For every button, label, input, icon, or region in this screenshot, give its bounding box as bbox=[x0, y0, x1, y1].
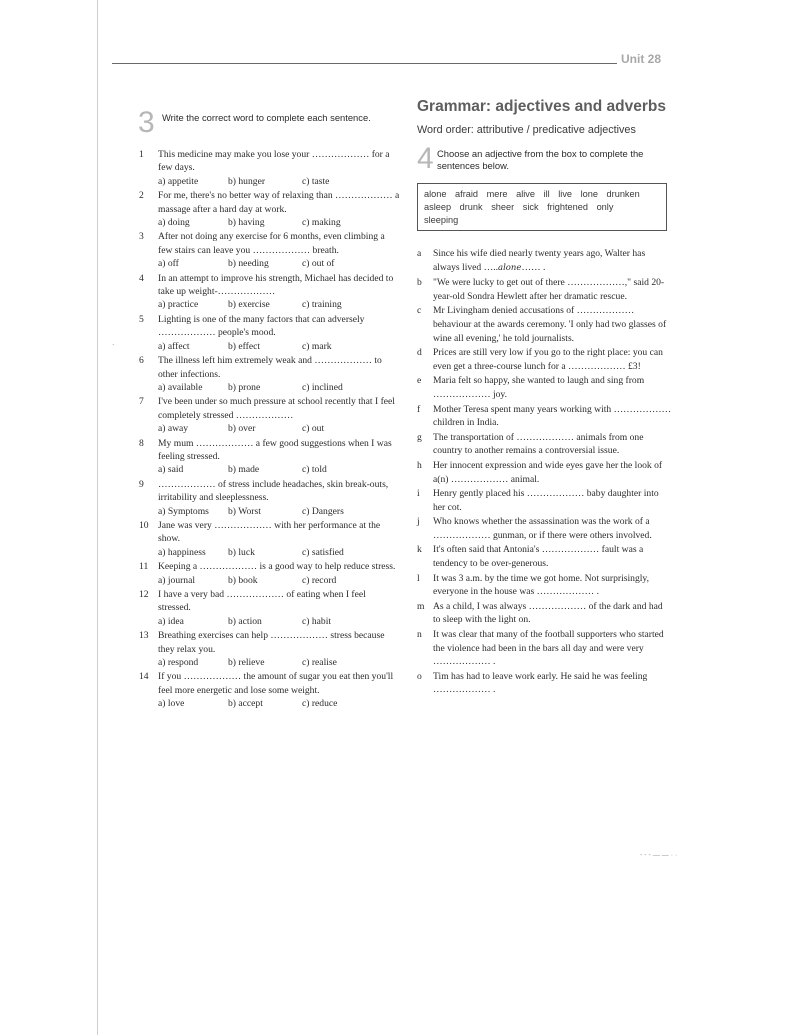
answer-options bbox=[158, 257, 400, 270]
answer-option: a) doing bbox=[158, 217, 190, 229]
sentence-text: Who knows whether the assassination was the work of a ……………… gunman, or if there were others involved. bbox=[433, 516, 652, 541]
answer-options bbox=[158, 697, 400, 710]
answer-option: a) love bbox=[158, 698, 185, 710]
box-word: ill bbox=[543, 189, 550, 199]
question-number: 14 bbox=[139, 671, 149, 683]
sentence-item bbox=[417, 304, 672, 345]
answer-option: b) prone bbox=[228, 381, 261, 393]
sentence-text: It's often said that Antonia's ……………… fault was a tendency to be over-generous. bbox=[433, 544, 644, 570]
sentence-item bbox=[417, 374, 672, 401]
question-text: Breathing exercises can help ……………… stress because they relax you. bbox=[158, 630, 385, 655]
question-number: 4 bbox=[139, 272, 144, 284]
sentence-letter: i bbox=[417, 488, 420, 500]
answer-option: c) habit bbox=[302, 615, 332, 627]
sentence-item bbox=[417, 487, 672, 514]
box-word: sleeping bbox=[424, 215, 459, 225]
question-number: 9 bbox=[139, 478, 144, 490]
exercise-instruction: Write the correct word to complete each sentence. bbox=[162, 112, 371, 123]
answer-option: b) book bbox=[228, 574, 258, 586]
question-item bbox=[138, 588, 400, 628]
sentence-text: "We were lucky to get out of there ………………," said 20-year-old Sondra Hewlett after her dramatic rescue. bbox=[433, 277, 665, 302]
question-item bbox=[138, 519, 400, 559]
handwritten-answer: alone bbox=[498, 262, 522, 273]
sentence-item bbox=[417, 600, 672, 627]
sentence-letter: k bbox=[417, 544, 422, 556]
sentence-item bbox=[417, 628, 672, 669]
sentence-letter: b bbox=[417, 277, 422, 289]
sentence-item bbox=[417, 247, 672, 275]
question-number: 11 bbox=[139, 561, 149, 573]
answer-option: a) available bbox=[158, 381, 203, 393]
sentence-item bbox=[417, 346, 672, 373]
question-number: 10 bbox=[139, 519, 149, 531]
answer-option: c) told bbox=[302, 464, 327, 476]
sentence-text: Maria felt so happy, she wanted to laugh and sing from ……………… joy. bbox=[433, 375, 645, 400]
sentence-item bbox=[417, 543, 672, 570]
answer-option: b) effect bbox=[228, 340, 261, 352]
answer-option: a) happiness bbox=[158, 546, 206, 558]
unit-label: Unit 28 bbox=[621, 52, 662, 66]
section-subtitle: Word order: attributive / predicative adjectives bbox=[417, 124, 636, 136]
answer-option: a) affect bbox=[158, 340, 190, 352]
answer-option: a) off bbox=[158, 258, 179, 270]
footer-mark: - - - — — · · bbox=[640, 852, 678, 859]
sentence-text: Prices are still very low if you go to the right place: you can even get a three-course lunch for a ……………… £3! bbox=[433, 347, 663, 372]
grammar-section bbox=[417, 98, 672, 698]
answer-option: c) mark bbox=[302, 340, 332, 352]
exercise-3 bbox=[138, 106, 400, 712]
box-word: only bbox=[596, 202, 614, 212]
question-text: I've been under so much pressure at school recently that I feel completely stressed ……………… bbox=[158, 396, 395, 421]
answer-options bbox=[158, 381, 400, 394]
answer-option: c) out bbox=[302, 423, 325, 435]
sentence-text: As a child, I was always ……………… of the dark and had to sleep with the light on. bbox=[433, 600, 663, 626]
question-number: 13 bbox=[139, 630, 149, 642]
answer-option: a) said bbox=[158, 464, 184, 476]
sentence-item bbox=[417, 403, 672, 430]
sentence-item bbox=[417, 515, 672, 542]
sentence-item bbox=[417, 459, 672, 486]
question-text: If you ……………… the amount of sugar you eat then you'll feel more energetic and lose some weight. bbox=[158, 671, 394, 696]
sentence-text bbox=[433, 247, 672, 275]
question-text: Lighting is one of the many factors that can adversely ……………… people's mood. bbox=[158, 313, 365, 339]
sentence-text: Henry gently placed his ……………… baby daughter into her cot. bbox=[433, 488, 659, 513]
box-word: sick bbox=[522, 202, 539, 212]
answer-option: b) luck bbox=[228, 546, 255, 558]
question-text: Jane was very ……………… with her performance at the show. bbox=[158, 519, 381, 545]
margin-mark: · bbox=[112, 341, 115, 349]
question-item bbox=[138, 272, 400, 312]
answer-options bbox=[158, 615, 400, 628]
sentence-letter: l bbox=[417, 572, 420, 584]
sentence-letter: a bbox=[417, 248, 422, 259]
sentence-item bbox=[417, 572, 672, 599]
answer-option: c) record bbox=[302, 574, 337, 586]
question-item bbox=[138, 395, 400, 435]
question-item bbox=[138, 670, 400, 710]
question-number: 7 bbox=[139, 396, 144, 408]
question-text: This medicine may make you lose your ……………… for a few days. bbox=[158, 149, 390, 174]
answer-option: b) action bbox=[228, 615, 262, 627]
exercise-instruction: Choose an adjective from the box to complete the sentences below. bbox=[437, 148, 644, 171]
question-item bbox=[138, 354, 400, 394]
box-word: live bbox=[558, 189, 573, 199]
question-number: 2 bbox=[139, 190, 144, 202]
section-title: Grammar: adjectives and adverbs bbox=[417, 98, 666, 115]
answer-options bbox=[158, 175, 400, 188]
answer-option: b) relieve bbox=[228, 657, 265, 669]
answer-option: a) practice bbox=[158, 299, 199, 311]
sentence-item bbox=[417, 431, 672, 458]
exercise-number: 3 bbox=[138, 106, 155, 139]
question-text: Keeping a ……………… is a good way to help reduce stress. bbox=[158, 561, 396, 573]
box-word: frightened bbox=[547, 202, 588, 212]
question-text: My mum ……………… a few good suggestions when I was feeling stressed. bbox=[158, 437, 392, 462]
question-number: 5 bbox=[139, 313, 144, 325]
question-number: 6 bbox=[139, 355, 144, 367]
question-item bbox=[138, 629, 400, 669]
sentence-letter: n bbox=[417, 629, 422, 641]
sentence-text: Mr Livingham denied accusations of ……………… behaviour at the awards ceremony. 'I only had two glasses of wine all evening,' he told journalists. bbox=[433, 305, 667, 344]
sentence-letter: c bbox=[417, 305, 422, 317]
question-item bbox=[138, 560, 400, 587]
answer-option: a) journal bbox=[158, 574, 196, 586]
sentence-letter: g bbox=[417, 431, 422, 443]
box-word: afraid bbox=[455, 189, 479, 199]
answer-option: c) training bbox=[302, 299, 342, 311]
sentence-letter: m bbox=[417, 600, 425, 612]
answer-option: c) making bbox=[302, 217, 341, 229]
answer-option: b) over bbox=[228, 423, 256, 435]
sentence-text: It was clear that many of the football supporters who started the violence had been in the bars all day and were very ……………… . bbox=[433, 629, 664, 668]
exercise-3-heading bbox=[138, 106, 400, 148]
answer-options bbox=[158, 463, 400, 476]
sentence-text: Tim has had to leave work early. He said he was feeling ……………… . bbox=[433, 670, 648, 696]
answer-option: c) Dangers bbox=[302, 505, 344, 517]
answer-option: a) away bbox=[158, 423, 189, 435]
word-box bbox=[417, 183, 667, 231]
question-item bbox=[138, 437, 400, 477]
answer-option: b) made bbox=[228, 464, 260, 476]
question-item bbox=[138, 230, 400, 270]
box-word: lone bbox=[580, 189, 598, 199]
sentence-text: The transportation of ……………… animals from one country to another remains a controversial issue. bbox=[433, 431, 644, 457]
sentence-text: Her innocent expression and wide eyes gave her the look of a(n) ……………… animal. bbox=[433, 459, 663, 485]
question-item bbox=[138, 189, 400, 229]
box-word: drunken bbox=[606, 189, 640, 199]
question-item bbox=[138, 148, 400, 188]
answer-option: b) exercise bbox=[228, 299, 270, 311]
sentence-letter: f bbox=[417, 403, 421, 415]
answer-option: a) Symptoms bbox=[158, 505, 209, 517]
answer-option: c) out of bbox=[302, 258, 335, 270]
answer-options bbox=[158, 546, 400, 559]
answer-option: a) respond bbox=[158, 657, 199, 669]
answer-options bbox=[158, 298, 400, 311]
answer-option: c) reduce bbox=[302, 698, 338, 710]
answer-option: b) accept bbox=[228, 698, 263, 710]
question-number: 1 bbox=[139, 149, 144, 160]
question-list bbox=[138, 148, 400, 711]
sentence-letter: e bbox=[417, 375, 422, 387]
exercise-4-heading bbox=[417, 142, 672, 183]
answer-option: a) idea bbox=[158, 615, 184, 627]
box-word: mere bbox=[486, 189, 508, 199]
question-text: In an attempt to improve his strength, Michael has decided to take up weight-……………… bbox=[158, 272, 394, 298]
question-text: After not doing any exercise for 6 months, even climbing a few stairs can leave you ……………… breath. bbox=[158, 231, 385, 256]
box-word: sheer bbox=[491, 202, 515, 212]
question-number: 12 bbox=[139, 589, 149, 600]
sentence-letter: d bbox=[417, 347, 422, 359]
answer-options bbox=[158, 340, 400, 353]
answer-options bbox=[158, 505, 400, 518]
sentence-text: It was 3 a.m. by the time we got home. Not surprisingly, everyone in the house was ……………… . bbox=[433, 572, 650, 598]
question-text: I have a very bad ……………… of eating when I feel stressed. bbox=[158, 589, 366, 614]
question-number: 3 bbox=[139, 231, 144, 243]
answer-option: b) Worst bbox=[228, 505, 261, 517]
sentence-item bbox=[417, 670, 672, 697]
header-rule bbox=[112, 63, 617, 64]
box-word: asleep bbox=[424, 202, 452, 212]
answer-option: c) satisfied bbox=[302, 546, 344, 558]
answer-option: c) taste bbox=[302, 175, 330, 187]
question-text: For me, there's no better way of relaxing than ……………… a massage after a hard day at work. bbox=[158, 190, 400, 215]
question-text: The illness left him extremely weak and ……………… to other infections. bbox=[158, 355, 382, 380]
question-text: ……………… of stress include headaches, skin break-outs, irritability and sleeplessness. bbox=[158, 478, 389, 504]
question-item bbox=[138, 478, 400, 518]
answer-option: b) hunger bbox=[228, 175, 266, 187]
sentence-list bbox=[417, 247, 672, 697]
answer-options bbox=[158, 422, 400, 435]
answer-options bbox=[158, 574, 400, 587]
sentence-text-end: …… . bbox=[521, 261, 546, 273]
question-number: 8 bbox=[139, 437, 144, 449]
sentence-letter: h bbox=[417, 459, 422, 471]
answer-option: a) appetite bbox=[158, 175, 199, 187]
answer-options bbox=[158, 656, 400, 669]
question-item bbox=[138, 313, 400, 353]
sentence-item bbox=[417, 276, 672, 303]
answer-option: c) inclined bbox=[302, 381, 343, 393]
page-edge-line bbox=[97, 0, 98, 1035]
answer-option: c) realise bbox=[302, 657, 337, 669]
answer-option: b) having bbox=[228, 217, 265, 229]
exercise-number: 4 bbox=[417, 142, 434, 175]
sentence-text-start: Since his wife died nearly twenty years ago, Walter has always lived ….. bbox=[433, 248, 646, 273]
answer-option: b) needing bbox=[228, 258, 269, 270]
sentence-letter: j bbox=[417, 516, 420, 528]
sentence-text: Mother Teresa spent many years working with ……………… children in India. bbox=[433, 403, 672, 429]
answer-options bbox=[158, 216, 400, 229]
box-word: alive bbox=[516, 189, 535, 199]
box-word: alone bbox=[424, 189, 447, 199]
sentence-letter: o bbox=[417, 670, 422, 682]
box-word: drunk bbox=[459, 202, 483, 212]
